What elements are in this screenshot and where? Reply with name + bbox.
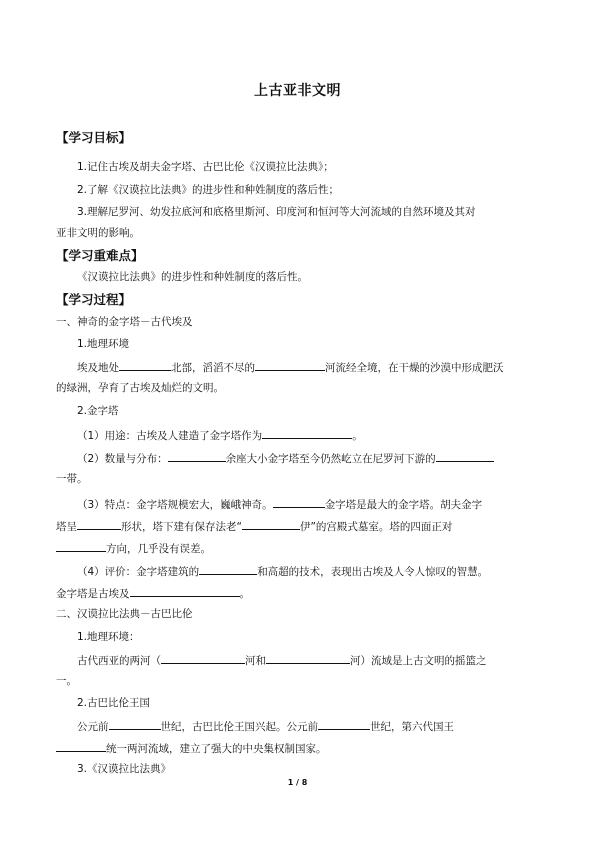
text: 。 <box>239 588 250 600</box>
text: 统一两河流域，建立了强大的中央集权制国家。 <box>106 743 327 755</box>
fill-blank[interactable] <box>273 496 325 508</box>
fill-blank[interactable] <box>130 585 240 597</box>
text: 金字塔是最大的金字塔。胡夫金字 <box>324 499 483 511</box>
fill-blank[interactable] <box>168 450 226 462</box>
text: 古代西亚的两河（ <box>77 655 161 667</box>
text: 伊”的宫殿式墓室。塔的四面正对 <box>299 521 453 533</box>
text: 。 <box>352 430 363 442</box>
fill-blank[interactable] <box>77 518 121 530</box>
s2-code-title: 3.《汉谟拉比法典》 <box>77 763 172 775</box>
text: 埃及地处 <box>77 362 119 374</box>
goal-item-3: 3.理解尼罗河、幼发拉底河和底格里斯河、印度河和恒河等大河流域的自然环境及其对 <box>77 206 476 218</box>
s1-evaluation-line-2 <box>56 585 250 601</box>
s1-number-line-2: 一带。 <box>56 473 88 485</box>
s1-geo-line <box>77 359 504 375</box>
goal-item-1: 1.记住古埃及胡夫金字塔、古巴比伦《汉谟拉比法典》； <box>77 161 334 173</box>
s2-geo-title: 1.地理环境： <box>77 631 140 643</box>
s2-babylon-line-2 <box>56 740 327 756</box>
fill-blank[interactable] <box>161 652 245 664</box>
fill-blank[interactable] <box>56 740 106 752</box>
goal-item-3-cont: 亚非文明的影响。 <box>56 227 140 239</box>
fill-blank[interactable] <box>56 540 106 552</box>
text: 世纪，第六代国王 <box>370 721 454 733</box>
key-text: 《汉谟拉比法典》的进步性和种姓制度的落后性。 <box>77 271 308 283</box>
page-title: 上古亚非文明 <box>254 83 341 99</box>
s2-geo-line-2: 一。 <box>56 675 77 687</box>
fill-blank[interactable] <box>199 563 257 575</box>
text: 河流经全境，在干燥的沙漠中形成肥沃 <box>325 362 504 374</box>
text: 塔呈 <box>56 521 77 533</box>
section-2-title: 二、汉谟拉比法典－古巴比伦 <box>56 608 193 620</box>
text: 金字塔是古埃及 <box>56 588 130 600</box>
text: 和高超的技术，表现出古埃及人令人惊叹的智慧。 <box>257 566 489 578</box>
s1-geo-title: 1.地理环境 <box>77 338 130 350</box>
s1-feature-line-2 <box>56 518 452 534</box>
text: 余座大小金字塔至今仍然屹立在尼罗河下游的 <box>225 453 436 465</box>
fill-blank[interactable] <box>255 359 325 371</box>
text: 形状，塔下建有保存法老“ <box>121 521 242 533</box>
text: 方向，几乎没有误差。 <box>106 543 211 555</box>
s1-use-line <box>77 427 363 443</box>
page-number: 1 / 8 <box>287 778 308 787</box>
s2-babylon-title: 2.古巴比伦王国 <box>77 697 151 709</box>
s1-evaluation-line <box>77 563 488 579</box>
section-1-title: 一、神奇的金字塔－古代埃及 <box>56 316 193 328</box>
heading-key: 【学习重难点】 <box>56 248 144 263</box>
fill-blank[interactable] <box>109 718 161 730</box>
fill-blank[interactable] <box>262 427 352 439</box>
fill-blank[interactable] <box>318 718 370 730</box>
s1-feature-line <box>77 496 482 512</box>
s1-geo-line-2: 的绿洲，孕育了古埃及灿烂的文明。 <box>56 382 224 394</box>
text: 河和 <box>245 655 266 667</box>
s2-geo-line <box>77 652 487 668</box>
s2-babylon-line <box>77 718 454 734</box>
fill-blank[interactable] <box>119 359 171 371</box>
s1-pyramid-title: 2.金字塔 <box>77 405 119 417</box>
text: 北部，滔滔不尽的 <box>171 362 255 374</box>
text: 世纪，古巴比伦王国兴起。公元前 <box>160 721 318 733</box>
fill-blank[interactable] <box>266 652 350 664</box>
text: （3）特点：金字塔规模宏大，巍峨神奇。 <box>77 499 273 511</box>
heading-process: 【学习过程】 <box>56 292 132 307</box>
text: 公元前 <box>77 721 109 733</box>
fill-blank[interactable] <box>242 518 300 530</box>
text: （4）评价：金字塔建筑的 <box>77 566 200 578</box>
fill-blank[interactable] <box>436 450 494 462</box>
goal-item-2: 2.了解《汉谟拉比法典》的进步性和种姓制度的落后性； <box>77 184 340 196</box>
text: 河）流域是上古文明的摇篮之 <box>350 655 487 667</box>
text: （2）数量与分布： <box>77 453 168 465</box>
text: （1）用途：古埃及人建造了金字塔作为 <box>77 430 263 442</box>
heading-goals: 【学习目标】 <box>56 130 132 145</box>
s1-number-line <box>77 450 494 466</box>
s1-feature-line-3 <box>56 540 211 556</box>
